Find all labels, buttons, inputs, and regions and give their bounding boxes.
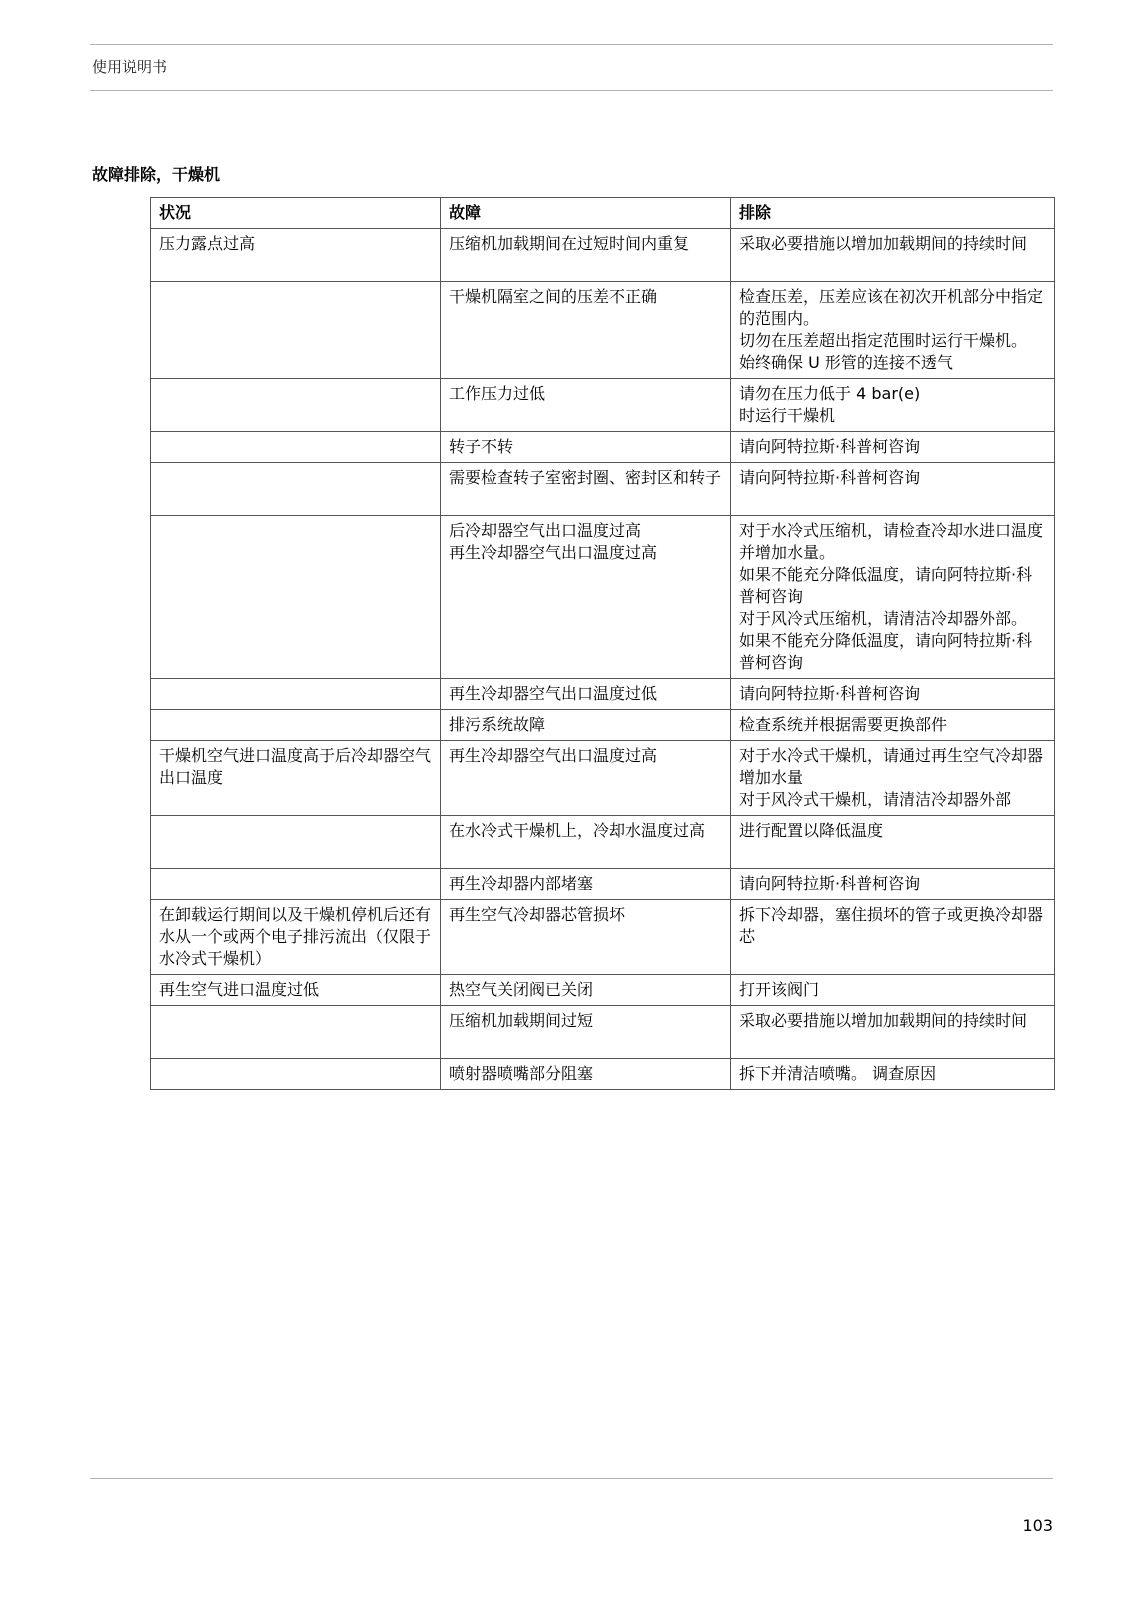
header-bottom-rule [90, 90, 1053, 91]
header-title: 使用说明书 [92, 58, 168, 76]
condition-cell [151, 710, 441, 741]
remedy-cell [731, 710, 1055, 741]
remedy-line: 如果不能充分降低温度，请向阿特拉斯·科普柯咨询 [739, 631, 1033, 672]
remedy-cell [731, 1059, 1055, 1090]
remedy-line: 时运行干燥机 [739, 406, 836, 425]
condition-cell [151, 1059, 441, 1090]
fault-cell: 热空气关闭阀已关闭 [441, 975, 731, 1006]
fault-cell: 喷射器喷嘴部分阻塞 [441, 1059, 731, 1090]
remedy-cell [731, 679, 1055, 710]
fault-cell: 排污系统故障 [441, 710, 731, 741]
page-number: 103 [1022, 1516, 1053, 1535]
remedy-cell [731, 282, 1055, 379]
table-row [151, 816, 1055, 869]
fault-cell: 再生冷却器内部堵塞 [441, 869, 731, 900]
column-header-remedy: 排除 [731, 198, 1055, 229]
condition-cell [151, 1006, 441, 1059]
table-row [151, 282, 1055, 379]
column-header-fault: 故障 [441, 198, 731, 229]
fault-cell: 压缩机加载期间过短 [441, 1006, 731, 1059]
table-row [151, 1006, 1055, 1059]
fault-line: 再生冷却器空气出口温度过高 [449, 543, 658, 562]
footer-rule [90, 1478, 1053, 1479]
column-header-condition: 状况 [151, 198, 441, 229]
remedy-line: 如果不能充分降低温度，请向阿特拉斯·科普柯咨询 [739, 565, 1033, 606]
fault-cell: 再生空气冷却器芯管损坏 [441, 900, 731, 975]
remedy-line: 请勿在压力低于 4 bar(e) [739, 384, 921, 403]
remedy-line: 打开该阀门 [739, 980, 820, 999]
remedy-cell [731, 975, 1055, 1006]
remedy-line: 进行配置以降低温度 [739, 821, 884, 840]
condition-cell [151, 282, 441, 379]
remedy-line: 对于水冷式干燥机，请通过再生空气冷却器增加水量 [739, 746, 1044, 787]
table-row [151, 975, 1055, 1006]
remedy-cell [731, 741, 1055, 816]
remedy-line: 采取必要措施以增加加载期间的持续时间 [739, 1011, 1028, 1030]
condition-cell: 在卸载运行期间以及干燥机停机后还有水从一个或两个电子排污流出（仅限于水冷式干燥机） [151, 900, 441, 975]
remedy-line: 采取必要措施以增加加载期间的持续时间 [739, 234, 1028, 253]
remedy-line: 拆下并清洁喷嘴。 调查原因 [739, 1064, 937, 1083]
condition-cell [151, 869, 441, 900]
table-row [151, 869, 1055, 900]
condition-cell [151, 679, 441, 710]
fault-cell: 转子不转 [441, 432, 731, 463]
fault-cell: 干燥机隔室之间的压差不正确 [441, 282, 731, 379]
remedy-line: 请向阿特拉斯·科普柯咨询 [739, 468, 921, 487]
fault-cell: 再生冷却器空气出口温度过高 [441, 741, 731, 816]
remedy-line: 请向阿特拉斯·科普柯咨询 [739, 874, 921, 893]
remedy-cell [731, 432, 1055, 463]
fault-cell: 工作压力过低 [441, 379, 731, 432]
condition-cell [151, 816, 441, 869]
remedy-line: 对于风冷式压缩机，请清洁冷却器外部。 [739, 609, 1028, 628]
table-row [151, 229, 1055, 282]
remedy-cell [731, 869, 1055, 900]
table-row [151, 1059, 1055, 1090]
condition-cell: 压力露点过高 [151, 229, 441, 282]
table-row [151, 432, 1055, 463]
table-row [151, 741, 1055, 816]
table-row [151, 379, 1055, 432]
table-header-row [151, 198, 1055, 229]
condition-cell [151, 379, 441, 432]
table-body [151, 229, 1055, 1090]
remedy-cell [731, 900, 1055, 975]
remedy-cell [731, 229, 1055, 282]
remedy-cell [731, 816, 1055, 869]
fault-cell: 再生冷却器空气出口温度过低 [441, 679, 731, 710]
table-row [151, 679, 1055, 710]
condition-cell [151, 463, 441, 516]
condition-cell [151, 432, 441, 463]
remedy-line: 请向阿特拉斯·科普柯咨询 [739, 684, 921, 703]
remedy-line: 拆下冷却器，塞住损坏的管子或更换冷却器芯 [739, 905, 1044, 946]
table-row [151, 516, 1055, 679]
table-row [151, 463, 1055, 516]
section-title: 故障排除，干燥机 [92, 165, 221, 184]
remedy-line: 检查系统并根据需要更换部件 [739, 715, 948, 734]
table-row [151, 710, 1055, 741]
remedy-line: 对于风冷式干燥机，请清洁冷却器外部 [739, 790, 1012, 809]
fault-cell: 需要检查转子室密封圈、密封区和转子 [441, 463, 731, 516]
fault-cell: 在水冷式干燥机上，冷却水温度过高 [441, 816, 731, 869]
remedy-cell [731, 1006, 1055, 1059]
condition-cell: 干燥机空气进口温度高于后冷却器空气出口温度 [151, 741, 441, 816]
troubleshooting-table [150, 197, 1055, 1090]
remedy-line: 切勿在压差超出指定范围时运行干燥机。 始终确保 U 形管的连接不透气 [739, 331, 1028, 372]
fault-cell: 压缩机加载期间在过短时间内重复 [441, 229, 731, 282]
remedy-line: 请向阿特拉斯·科普柯咨询 [739, 437, 921, 456]
condition-cell: 再生空气进口温度过低 [151, 975, 441, 1006]
fault-cell [441, 516, 731, 679]
remedy-cell [731, 463, 1055, 516]
fault-line: 后冷却器空气出口温度过高 [449, 521, 642, 540]
condition-cell [151, 516, 441, 679]
remedy-line: 检查压差，压差应该在初次开机部分中指定的范围内。 [739, 287, 1044, 328]
remedy-cell [731, 516, 1055, 679]
header-top-rule [90, 44, 1053, 45]
remedy-cell [731, 379, 1055, 432]
table-row [151, 900, 1055, 975]
remedy-line: 对于水冷式压缩机，请检查冷却水进口温度并增加水量。 [739, 521, 1044, 562]
